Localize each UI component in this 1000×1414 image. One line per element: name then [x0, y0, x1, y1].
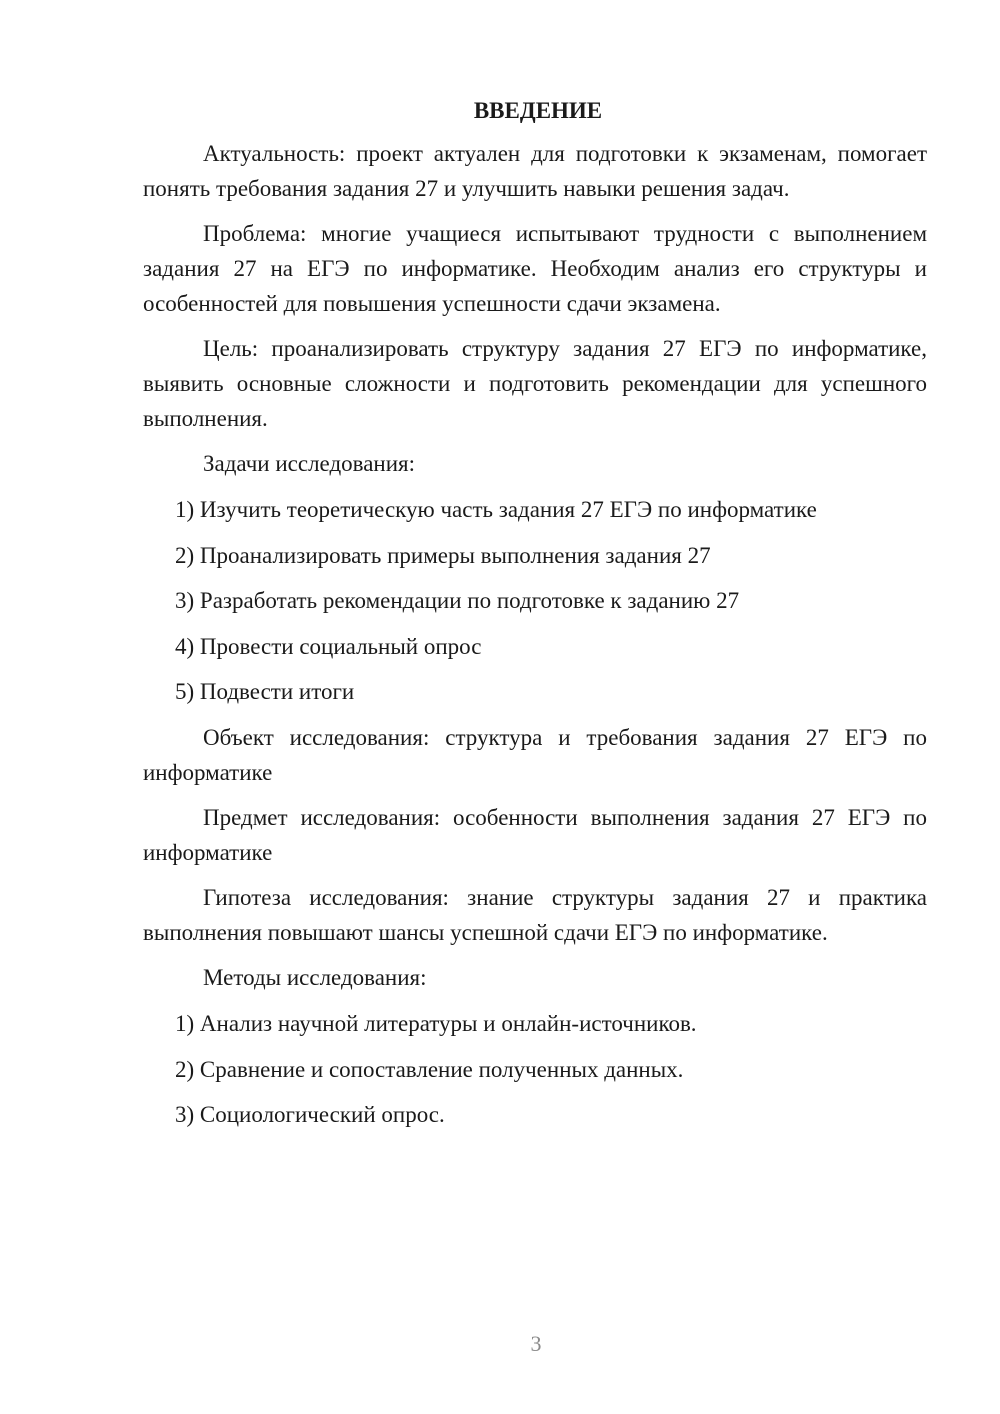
- section-heading: ВВЕДЕНИЕ: [473, 98, 603, 123]
- relevance-paragraph: Актуальность: проект актуален для подготовки к экзаменам, помогает понять требования задания 27 и улучшить навыки решения задач.: [143, 141, 927, 201]
- hypothesis-paragraph: Гипотеза исследования: знание структуры задания 27 и практика выполнения повышают шансы успешной сдачи ЕГЭ по информатике.: [143, 885, 927, 945]
- problem-paragraph: Проблема: многие учащиеся испытывают трудности с выполнением задания 27 на ЕГЭ по информатике. Необходим анализ его структуры и особенностей для повышения успешности сдачи экзамена.: [143, 221, 927, 316]
- page-content: [143, 96, 927, 1143]
- methods-list: [143, 1006, 927, 1132]
- methods-list-item: 3) Социологический опрос.: [175, 1102, 445, 1127]
- object-paragraph: Объект исследования: структура и требования задания 27 ЕГЭ по информатике: [143, 725, 927, 785]
- tasks-intro: Задачи исследования:: [203, 451, 416, 476]
- methods-list-item: 1) Анализ научной литературы и онлайн-источников.: [175, 1011, 697, 1036]
- tasks-list: [143, 492, 927, 709]
- methods-list-item: 2) Сравнение и сопоставление полученных данных.: [175, 1056, 684, 1082]
- tasks-list-item: 3) Разработать рекомендации по подготовке к заданию 27: [175, 588, 740, 613]
- tasks-list-item: 5) Подвести итоги: [175, 679, 355, 704]
- subject-paragraph: Предмет исследования: особенности выполнения задания 27 ЕГЭ по информатике: [143, 805, 927, 865]
- tasks-list-item: 1) Изучить теоретическую часть задания 27 ЕГЭ по информатике: [175, 497, 817, 522]
- methods-intro: Методы исследования:: [203, 965, 427, 990]
- page-number: 3: [530, 1331, 542, 1356]
- tasks-list-item: 2) Проанализировать примеры выполнения задания 27: [175, 542, 711, 568]
- tasks-list-item: 4) Провести социальный опрос: [175, 633, 482, 659]
- goal-paragraph: Цель: проанализировать структуру задания 27 ЕГЭ по информатике, выявить основные сложности и подготовить рекомендации для успешного выполнения.: [143, 336, 927, 431]
